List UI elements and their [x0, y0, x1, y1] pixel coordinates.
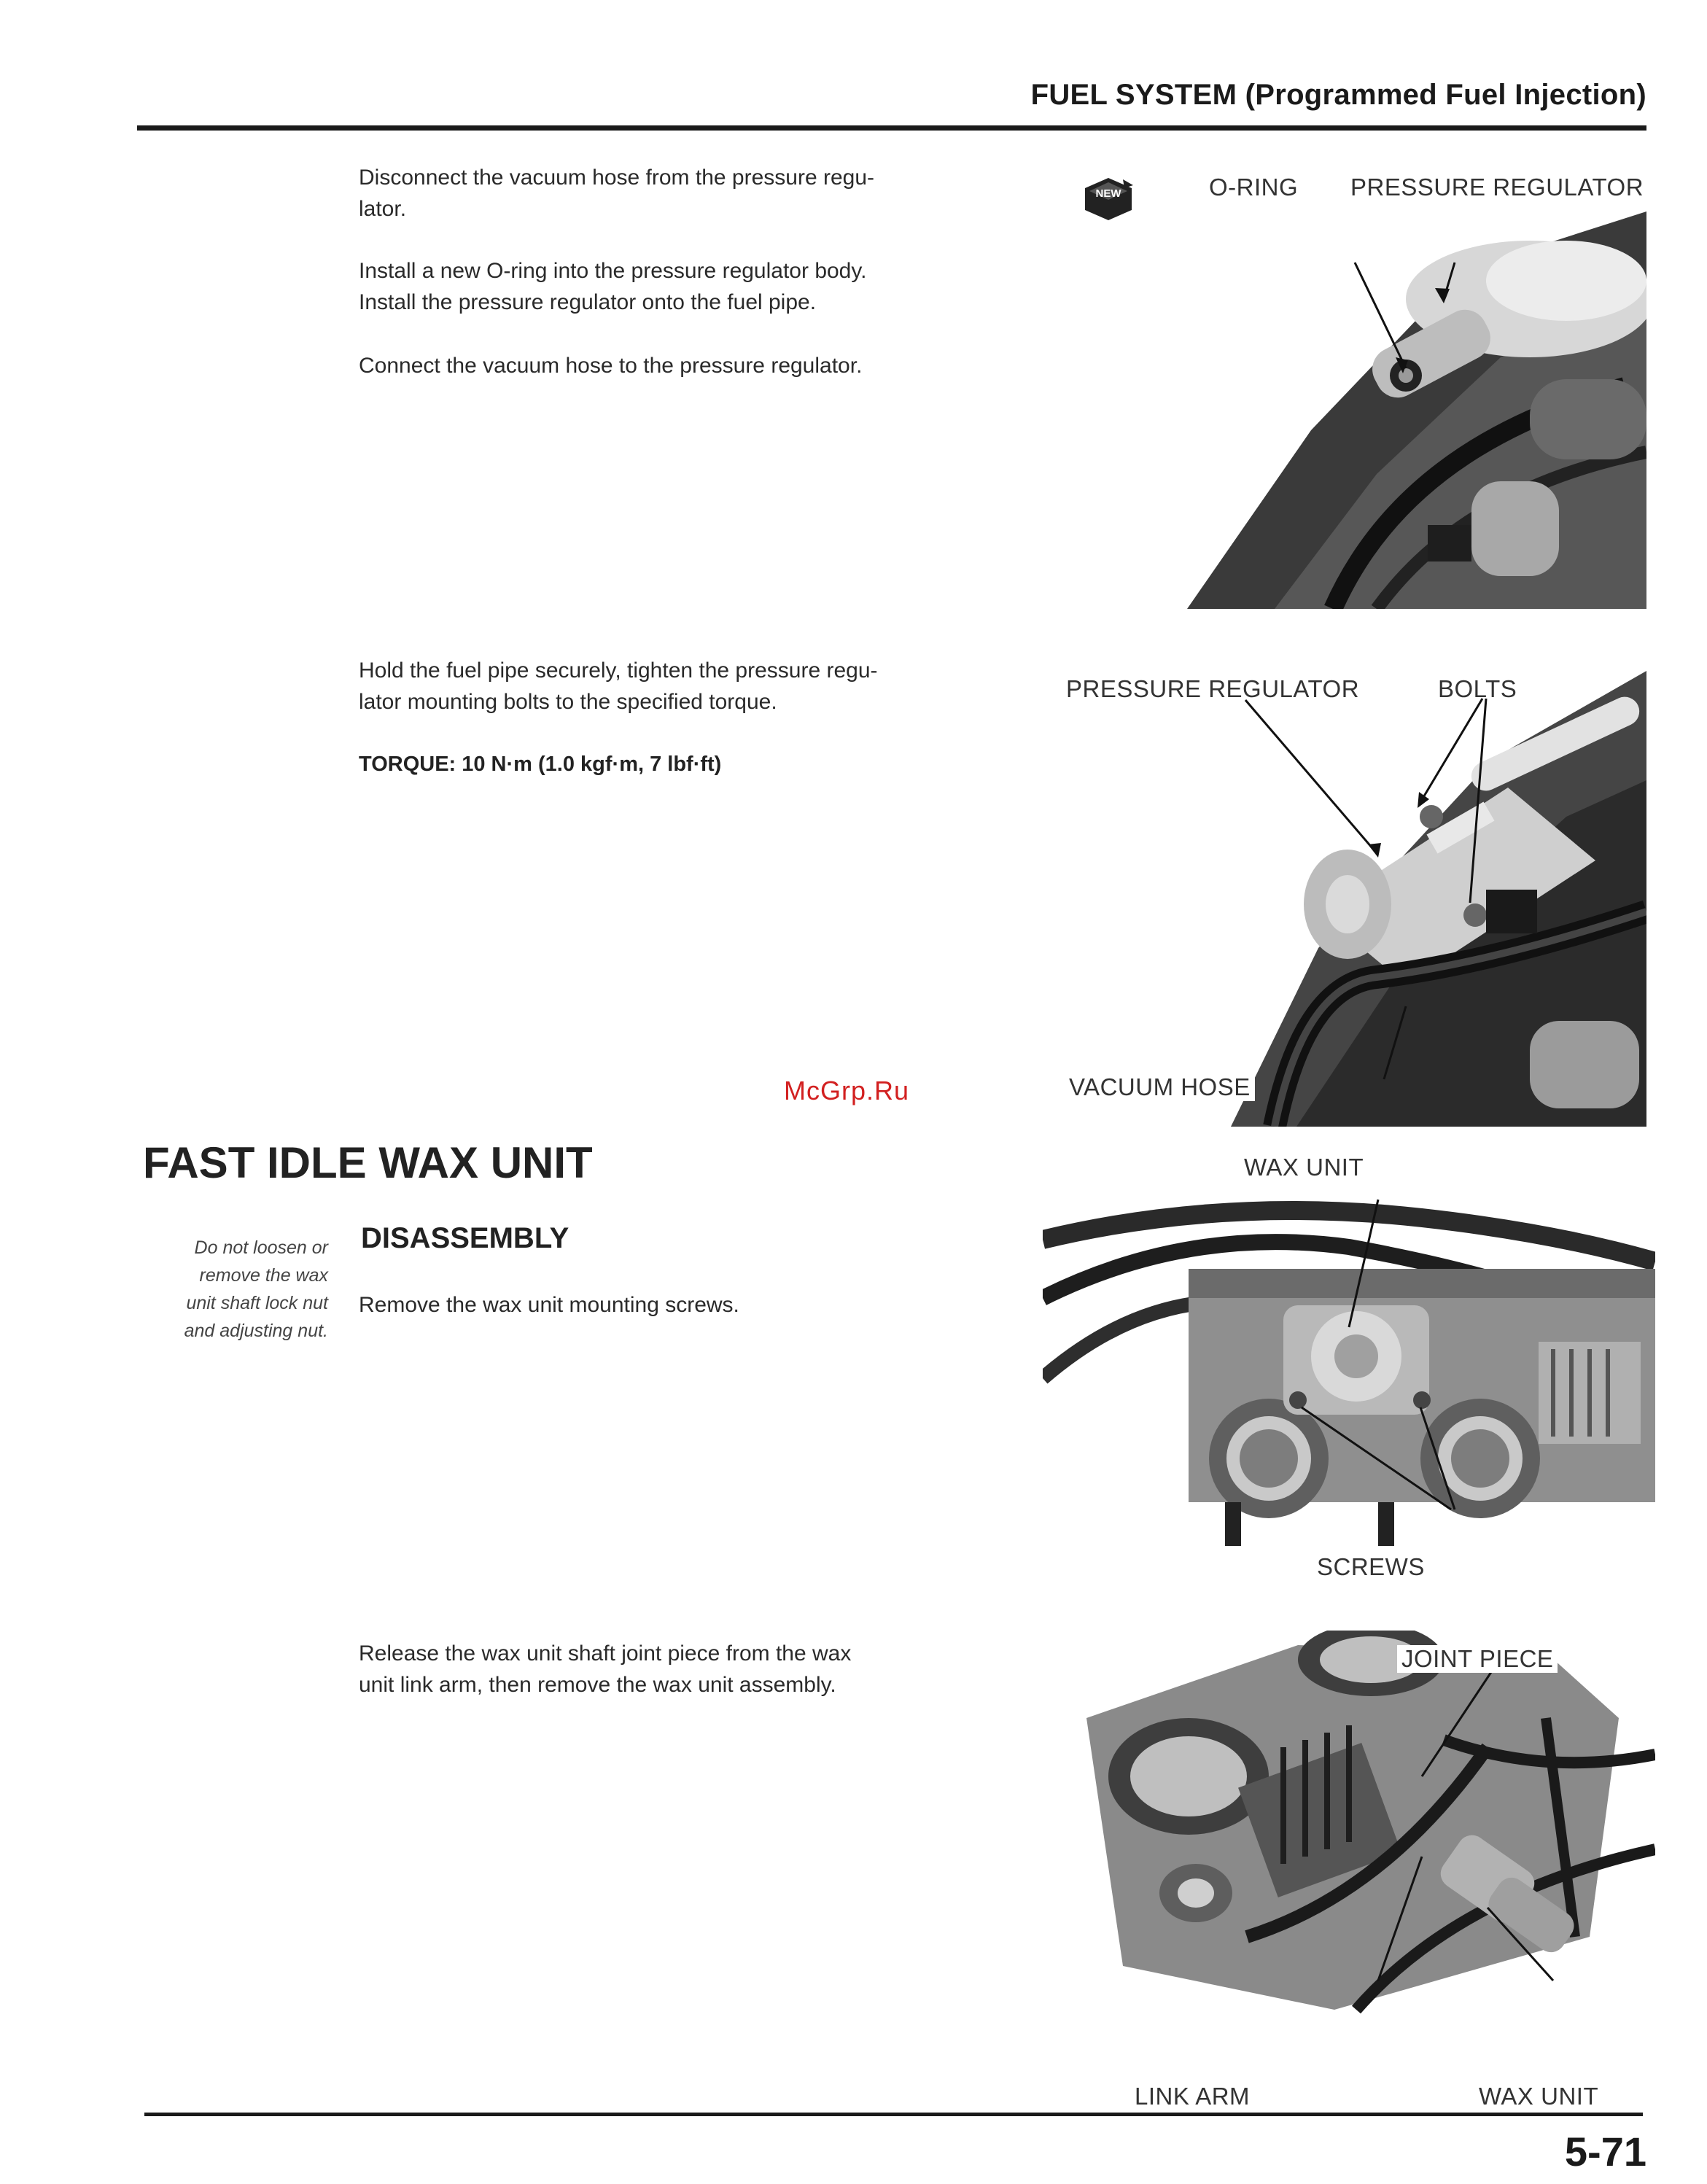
label-pressure-regulator: PRESSURE REGULATOR: [1350, 174, 1644, 201]
page-number: 5-71: [1564, 2129, 1646, 2175]
step-text-tighten: [359, 655, 1015, 718]
note-line: Do not loosen or: [194, 1237, 328, 1258]
label-link-arm: LINK ARM: [1135, 2083, 1251, 2110]
text-line: Hold the fuel pipe securely, tighten the pressure regu-: [359, 658, 878, 683]
step-text-install: [359, 255, 1015, 318]
step-text-remove-screws: [359, 1289, 1015, 1321]
new-part-icon: [1079, 172, 1138, 234]
page-header-title: FUEL SYSTEM (Programmed Fuel Injection): [1030, 79, 1646, 111]
new-badge-text: NEW: [1095, 187, 1121, 200]
note-line: unit shaft lock nut: [186, 1293, 328, 1313]
side-note: [124, 1234, 328, 1345]
step-text-release: [359, 1638, 1015, 1701]
text-line: Install a new O-ring into the pressure regulator body.: [359, 259, 867, 283]
text-line: lator.: [359, 197, 407, 221]
photo-pressure-regulator-install: [1187, 211, 1646, 609]
text-line: Release the wax unit shaft joint piece from the wax: [359, 1641, 852, 1666]
label-bolts: BOLTS: [1438, 675, 1517, 702]
text-line: Install the pressure regulator onto the fuel pipe.: [359, 290, 817, 314]
header-rule: [137, 125, 1646, 131]
footer-rule: [144, 2113, 1643, 2116]
photo-wax-unit-joint: [1079, 1631, 1655, 2017]
step-text-connect: [359, 350, 1015, 381]
label-vacuum-hose: VACUUM HOSE: [1065, 1073, 1255, 1101]
watermark: McGrp.Ru: [784, 1076, 910, 1105]
label-wax-unit: WAX UNIT: [1240, 1154, 1368, 1181]
torque-spec: TORQUE: 10 N·m (1.0 kgf·m, 7 lbf·ft): [359, 753, 722, 776]
photo-wax-unit-screws: [1043, 1138, 1655, 1546]
text-line: unit link arm, then remove the wax unit assembly.: [359, 1673, 836, 1697]
label-pressure-regulator-2: PRESSURE REGULATOR: [1066, 675, 1360, 702]
text-line: Connect the vacuum hose to the pressure regulator.: [359, 354, 863, 378]
text-line: Remove the wax unit mounting screws.: [359, 1293, 739, 1317]
text-line: Disconnect the vacuum hose from the pressure regu-: [359, 166, 875, 190]
photo-pressure-regulator-bolts: [1187, 671, 1646, 1127]
text-line: lator mounting bolts to the specified torque.: [359, 690, 777, 714]
label-joint-piece: JOINT PIECE: [1397, 1645, 1558, 1673]
label-wax-unit-2: WAX UNIT: [1474, 2083, 1603, 2110]
label-o-ring: O-RING: [1209, 174, 1299, 201]
note-line: remove the wax: [199, 1265, 328, 1286]
section-title: FAST IDLE WAX UNIT: [143, 1138, 593, 1187]
label-screws: SCREWS: [1317, 1553, 1425, 1580]
step-text-disconnect: [359, 162, 1015, 225]
subsection-title: DISASSEMBLY: [361, 1222, 569, 1254]
note-line: and adjusting nut.: [184, 1321, 328, 1341]
